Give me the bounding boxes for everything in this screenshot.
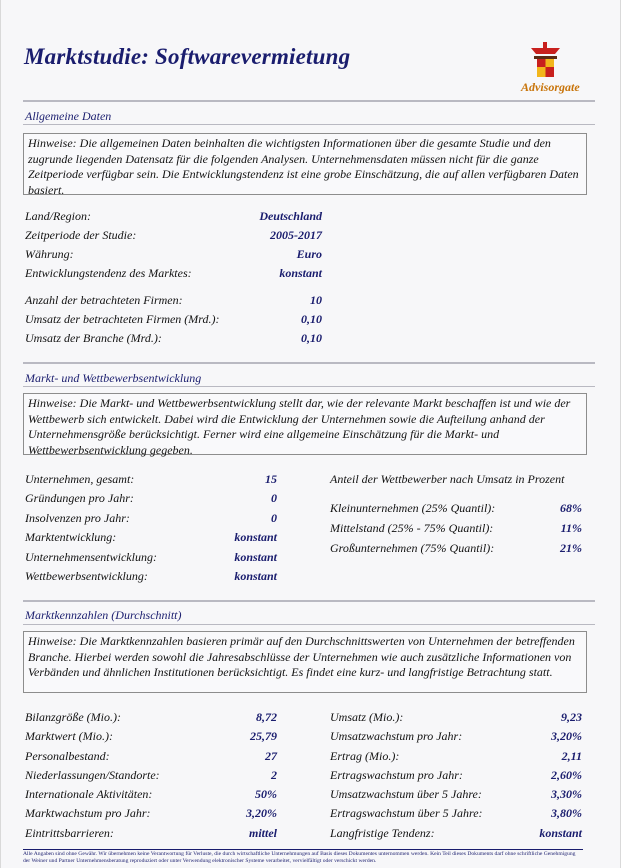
page-title: Marktstudie: Softwarevermietung <box>24 44 351 69</box>
market-row-market-dev: Marktentwicklung: konstant <box>25 530 277 544</box>
kpi-right-row: Umsatzwachstum pro Jahr: 3,20% <box>330 729 582 743</box>
kpi-left-row: Marktwert (Mio.): 25,79 <box>25 729 277 743</box>
market-share-medium: Mittelstand (25% - 75% Quantil): 11% <box>330 521 582 535</box>
kpi-right-row: Ertragswachstum über 5 Jahre: 3,80% <box>330 806 582 820</box>
kpi-left-row: Marktwachstum pro Jahr: 3,20% <box>25 806 277 820</box>
kpi-left-row: Internationale Aktivitäten: 50% <box>25 787 277 801</box>
kpi-right-row: Langfristige Tendenz: konstant <box>330 826 582 840</box>
kpi-right-row: Umsatzwachstum über 5 Jahre: 3,30% <box>330 787 582 801</box>
section-divider <box>23 600 595 602</box>
section-divider <box>23 362 595 364</box>
market-row-insolvencies: Insolvenzen pro Jahr: 0 <box>25 511 277 525</box>
general-row-currency: Währung: Euro <box>25 247 322 261</box>
section-title-market: Markt- und Wettbewerbsentwicklung <box>25 371 202 385</box>
kpi-right-row: Ertrag (Mio.): 2,11 <box>330 749 582 763</box>
kpi-left-row: Bilanzgröße (Mio.): 8,72 <box>25 710 277 724</box>
section-underline <box>23 124 595 125</box>
market-share-large: Großunternehmen (75% Quantil): 21% <box>330 541 582 555</box>
kpi-left-row: Eintrittsbarrieren: mittel <box>25 826 277 840</box>
general-note: Hinweise: Die allgemeinen Daten beinhalten die wichtigsten Informationen über die gesamte Studie und den zugrunde liegenden Datensatz für die folgenden Analysen. Unternehmensdaten müssen nicht für die ganze Zeitperiode verfügbar sein. Die Entwicklungstendenz ist eine grobe Einschätzung, die auf allen verfügbaren Daten basiert. <box>23 133 587 195</box>
kpi-left-row: Niederlassungen/Standorte: 2 <box>25 768 277 782</box>
general-row-revenue-firms: Umsatz der betrachteten Firmen (Mrd.): 0,10 <box>25 312 322 326</box>
general-row-firms: Anzahl der betrachteten Firmen: 10 <box>25 293 322 307</box>
section-underline <box>23 386 595 387</box>
market-row-competition-dev: Wettbewerbsentwicklung: konstant <box>25 569 277 583</box>
section-underline <box>23 624 595 625</box>
market-row-foundations: Gründungen pro Jahr: 0 <box>25 491 277 505</box>
kpi-note: Hinweise: Die Marktkennzahlen basieren primär auf den Durchschnittswerten von Unternehmen der betreffenden Branche. Hierbei werden sowohl die Jahresabschlüsse der Unternehmen wie auch zusätzliche Informationen von Verbänden und ähnlichen Institutionen berücksichtigt. Es findet eine kurz- und langfristige Betrachtung statt. <box>23 631 587 693</box>
general-row-trend: Entwicklungstendenz des Marktes: konstant <box>25 266 322 280</box>
market-row-company-dev: Unternehmensentwicklung: konstant <box>25 550 277 564</box>
market-share-small: Kleinunternehmen (25% Quantil): 68% <box>330 501 582 515</box>
footer-disclaimer: Alle Angaben sind ohne Gewähr. Wir übernehmen keine Verantwortung für Verluste, die durch wirtschaftliche Unternehmungen auf Basis dieses Dokumentes unternommen werden. Kein Teil dieses Dokuments darf ohne schriftliche Genehmigung der Weiner und Partner Unternehmensberatung reproduziert oder unter Verwendung elektronischer Systeme verarbeitet, vervielfältigt oder verschickt werden. <box>23 849 583 867</box>
kpi-right-row: Ertragswachstum pro Jahr: 2,60% <box>330 768 582 782</box>
logo-text: Advisorgate <box>521 80 580 94</box>
general-row-land: Land/Region: Deutschland <box>25 209 322 223</box>
market-row-companies: Unternehmen, gesamt: 15 <box>25 472 277 486</box>
market-note: Hinweise: Die Markt- und Wettbewerbsentwicklung stellt dar, wie der relevante Markt beschaffen ist und wie der Wettbewerb sich entwickelt. Dabei wird die Entwicklung der Unternehmen sowie die Aufteilung anhand der Unternehmensgröße berücksichtigt. Ferner wird eine allgemeine Einschätzung für die Markt- und Wettbewerbsentwicklung gegeben. <box>23 393 587 455</box>
general-row-revenue-industry: Umsatz der Branche (Mrd.): 0,10 <box>25 331 322 345</box>
market-share-heading: Anteil der Wettbewerber nach Umsatz in Prozent <box>330 472 565 486</box>
section-title-general: Allgemeine Daten <box>25 109 112 123</box>
header-divider <box>23 100 595 102</box>
kpi-right-row: Umsatz (Mio.): 9,23 <box>330 710 582 724</box>
section-title-kpi: Marktkennzahlen (Durchschnitt) <box>25 608 182 622</box>
kpi-left-row: Personalbestand: 27 <box>25 749 277 763</box>
general-row-period: Zeitperiode der Studie: 2005-2017 <box>25 228 322 242</box>
